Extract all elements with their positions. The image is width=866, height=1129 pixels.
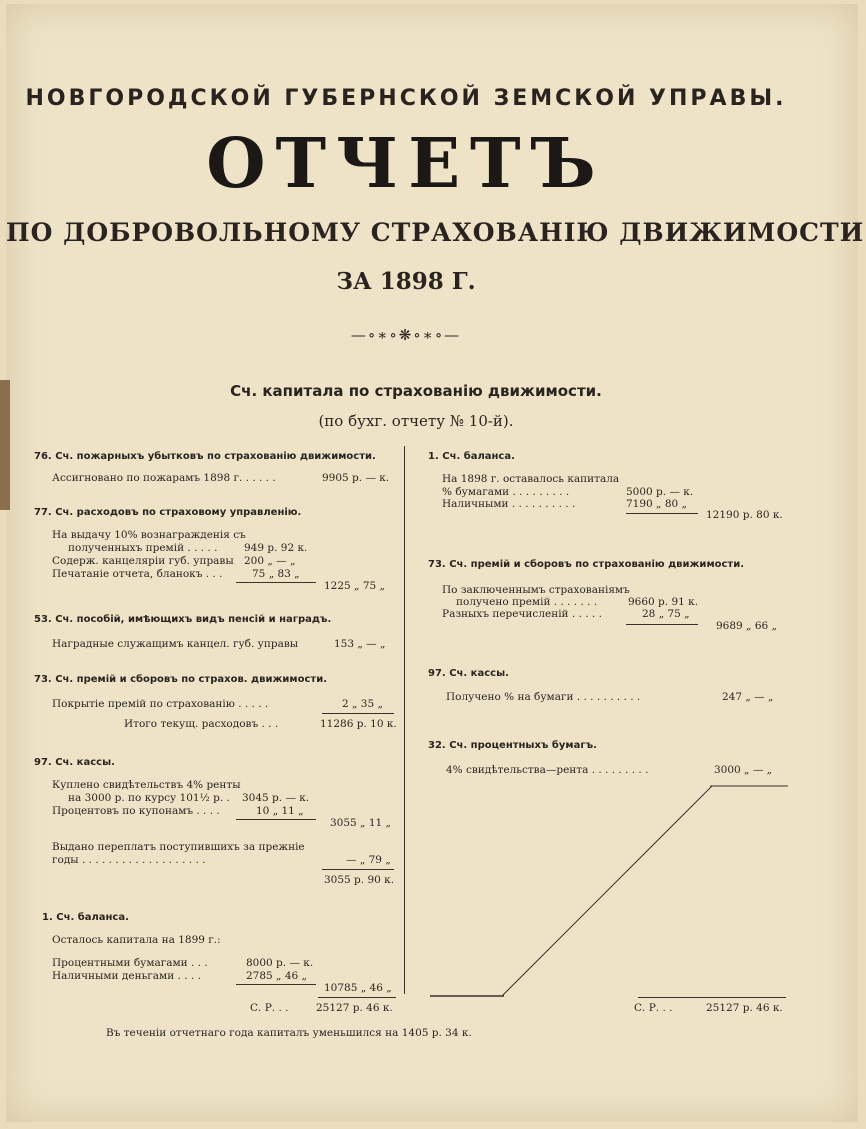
right-sum-rule (638, 997, 786, 998)
right-sum-label: С. Р. . . (634, 1002, 673, 1014)
account-97-line4: Выдано переплатъ поступившихъ за прежніе (52, 841, 305, 853)
right-73-value2: 9660 р. 91 к. (628, 596, 699, 608)
right-73-value3: 28 „ 75 „ (642, 608, 690, 620)
right-account-97-heading: 97. Сч. кассы. (428, 668, 509, 679)
right-balance-total: 12190 р. 80 к. (706, 509, 783, 521)
right-32-line: 4% свидѣтельства—рента . . . . . . . . . (446, 764, 649, 776)
account-73-heading: 73. Сч. премій и сборовъ по страхов. движимости. (34, 674, 328, 685)
right-balance-line1: На 1898 г. оставалось капитала (442, 473, 620, 485)
account-76-amount: 9905 р. — к. (322, 472, 390, 484)
left-sum-label: С. Р. . . (250, 1002, 289, 1014)
right-73-rule (626, 624, 698, 625)
right-73-total: 9689 „ 66 „ (716, 620, 777, 632)
right-balance-line3: Наличными . . . . . . . . . . (442, 498, 576, 510)
account-97-heading: 97. Сч. кассы. (34, 757, 115, 768)
account-73-amount: 2 „ 35 „ (342, 698, 383, 710)
right-account-1-heading: 1. Сч. баланса. (428, 451, 515, 462)
account-97-line1: Куплено свидѣтельствъ 4% ренты (52, 779, 241, 791)
balance-line3: Наличными деньгами . . . . (52, 970, 201, 982)
report-year: ЗА 1898 Г. (336, 268, 476, 295)
section-title: Сч. капитала по страхованію движимости. (230, 382, 602, 400)
account-97-line3: Процентовъ по купонамъ . . . . (52, 805, 220, 817)
footnote: Въ теченіи отчетнаго года капиталъ уменьшился на 1405 р. 34 к. (106, 1027, 472, 1039)
account-97-value2: 3045 р. — к. (242, 792, 310, 804)
account-77-rule (236, 582, 316, 583)
report-subtitle: ПО ДОБРОВОЛЬНОМУ СТРАХОВАНІЮ ДВИЖИМОСТИ (6, 218, 865, 247)
account-77-value4: 75 „ 83 „ (252, 568, 300, 580)
account-97-value3: 10 „ 11 „ (256, 805, 304, 817)
left-sum-rule (318, 997, 396, 998)
account-77-value3: 200 „ — „ (244, 555, 296, 567)
right-account-73-heading: 73. Сч. премій и сборовъ по страхованію движимости. (428, 559, 745, 570)
account-77-line4: Печатаніе отчета, бланокъ . . . (52, 568, 223, 580)
left-sum-total: 25127 р. 46 к. (316, 1002, 393, 1014)
account-53-heading: 53. Сч. пособій, имѣющихъ видъ пенсій и наградъ. (34, 614, 332, 625)
account-97-line2: на 3000 р. по курсу 101½ р. . (68, 792, 230, 804)
right-73-line3: Разныхъ перечисленій . . . . . (442, 608, 602, 620)
account-1-balance-heading: 1. Сч. баланса. (42, 912, 129, 923)
account-97-rule1 (236, 819, 316, 820)
right-sum-total: 25127 р. 46 к. (706, 1002, 783, 1014)
account-77-heading: 77. Сч. расходовъ по страховому управленію. (34, 507, 302, 518)
balance-value3: 2785 „ 46 „ (246, 970, 307, 982)
column-divider (404, 446, 405, 994)
balance-total: 10785 „ 46 „ (324, 982, 392, 994)
section-reference: (по бухг. отчету № 10-й). (318, 412, 514, 430)
right-97-amount: 247 „ — „ (722, 691, 774, 703)
account-73-line: Покрытіе премій по страхованію . . . . . (52, 698, 269, 710)
right-32-amount: 3000 „ — „ (714, 764, 773, 776)
fill-diagonal-line (422, 778, 802, 1004)
account-77-value2: 949 р. 92 к. (244, 542, 308, 554)
account-97-value5: — „ 79 „ (346, 854, 391, 866)
account-97-total1: 3055 „ 11 „ (330, 817, 391, 829)
report-title: ОТЧЕТЪ (206, 124, 606, 204)
right-balance-line2: % бумагами . . . . . . . . . (442, 486, 570, 498)
account-77-line3: Содерж. канцеляріи губ. управы (52, 555, 234, 567)
right-73-line2: получено премій . . . . . . . (456, 596, 598, 608)
account-97-total2: 3055 р. 90 к. (324, 874, 395, 886)
ornament-divider: —∘∗∘❋∘∗∘— (350, 326, 462, 344)
account-97-rule2 (322, 869, 394, 870)
right-97-line: Получено % на бумаги . . . . . . . . . . (446, 691, 641, 703)
balance-line1: Осталось капитала на 1899 г.: (52, 934, 221, 946)
binding-edge (0, 380, 10, 510)
account-77-line1: На выдачу 10% вознагражденія съ (52, 529, 246, 541)
right-73-line1: По заключеннымъ страхованіямъ (442, 584, 630, 596)
balance-value2: 8000 р. — к. (246, 957, 314, 969)
current-expenses-label: Итого текущ. расходовъ . . . (124, 718, 279, 730)
account-53-amount: 153 „ — „ (334, 638, 386, 650)
right-account-32-heading: 32. Сч. процентныхъ бумагъ. (428, 740, 597, 751)
right-balance-value3: 7190 „ 80 „ (626, 498, 687, 510)
right-balance-rule (626, 513, 698, 514)
account-77-line2: полученныхъ премій . . . . . (68, 542, 218, 554)
balance-line2: Процентными бумагами . . . (52, 957, 208, 969)
account-76-line: Ассигновано по пожарамъ 1898 г. . . . . . (52, 472, 276, 484)
right-balance-value2: 5000 р. — к. (626, 486, 694, 498)
account-97-line5: годы . . . . . . . . . . . . . . . . . . . (52, 854, 206, 866)
account-73-rule (322, 713, 394, 714)
publisher-header: НОВГОРОДСКОЙ ГУБЕРНСКОЙ ЗЕМСКОЙ УПРАВЫ. (25, 86, 787, 111)
current-expenses-total: 11286 р. 10 к. (320, 718, 397, 730)
account-76-heading: 76. Сч. пожарныхъ убытковъ по страхованію движимости. (34, 451, 376, 462)
document-page (6, 4, 865, 1122)
account-77-total: 1225 „ 75 „ (324, 580, 385, 592)
balance-rule (236, 984, 316, 985)
account-53-line: Наградные служащимъ канцел. губ. управы (52, 638, 299, 650)
